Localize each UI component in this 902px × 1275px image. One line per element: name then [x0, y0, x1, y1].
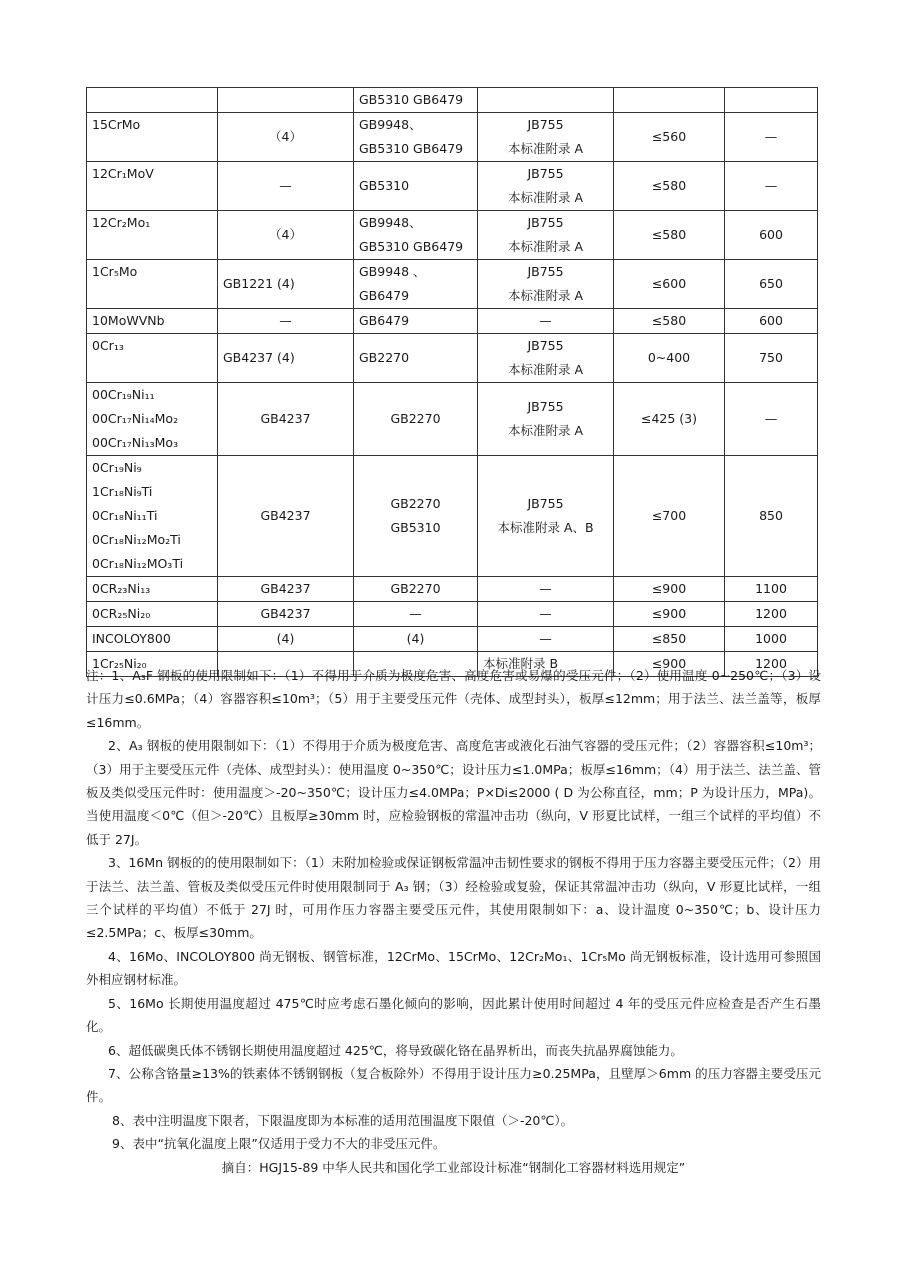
cell-text: （4）: [269, 129, 302, 144]
service-temp-cell: [614, 602, 725, 627]
cell-text: 00Cr₁₇Ni₁₃Mo₃: [92, 435, 179, 450]
cell-text: (4): [406, 631, 425, 646]
cell-text: —: [539, 606, 552, 621]
oxidation-temp-cell: [725, 162, 818, 211]
steel-grade-cell: [87, 456, 218, 577]
oxidation-temp-cell: [725, 260, 818, 309]
cell-text: 本标准附录 A: [507, 239, 584, 254]
cell-text: 0CR₂₅Ni₂₀: [92, 606, 151, 621]
tube-standard-cell: [354, 260, 478, 309]
cell-text: JB755: [527, 117, 564, 132]
cell-text: GB5310 GB6479: [359, 239, 464, 254]
cell-text: GB9948、: [359, 117, 422, 132]
tube-standard-cell: [354, 577, 478, 602]
note-6: 6、超低碳奥氏体不锈钢长期使用温度超过 425℃，将导致碳化铬在晶界析出，而丧失抗晶界腐蚀能力。: [108, 1042, 683, 1058]
note-4: 4、16Mo、INCOLOY800 尚无钢板、钢管标准，12CrMo、15CrMo、12Cr₂Mo₁、1Cr₅Mo 尚无钢板标准，设计选用可参照国外相应钢材标准。: [86, 948, 821, 988]
cell-text: GB4237: [260, 411, 311, 426]
cell-text: —: [764, 411, 778, 426]
tube-standard-cell: [354, 309, 478, 334]
cell-text: 10MoWVNb: [92, 313, 165, 328]
cell-text: ≤900: [651, 581, 687, 596]
cell-text: 0Cr₁₉Ni₉: [92, 460, 142, 475]
tube-standard-cell: [354, 456, 478, 577]
plate-standard-cell: [218, 88, 354, 113]
cell-text: ≤560: [651, 129, 687, 144]
cell-text: ≤700: [651, 508, 687, 523]
cell-text: —: [279, 178, 292, 193]
cell-text: 本标准附录 A: [507, 288, 584, 303]
cell-text: 1200: [755, 606, 787, 621]
cell-text: JB755: [527, 338, 564, 353]
oxidation-temp-cell: [725, 211, 818, 260]
cell-text: 本标准附录 A: [507, 362, 584, 377]
inspection-standard-cell: [478, 602, 614, 627]
steel-grade-cell: [87, 211, 218, 260]
cell-text: JB755: [527, 399, 564, 414]
steel-grade-cell: [87, 162, 218, 211]
cell-text: 0Cr₁₃: [92, 338, 124, 353]
table-row: [87, 627, 818, 652]
note-7: 7、公称含铬量≥13%的铁素体不锈钢钢板（复合板除外）不得用于设计压力≥0.25MPa，且壁厚＞6mm 的压力容器主要受压元件。: [86, 1065, 821, 1105]
table-row: [87, 577, 818, 602]
tube-standard-cell: [354, 602, 478, 627]
table-row: [87, 260, 818, 309]
cell-text: （4）: [269, 227, 302, 242]
oxidation-temp-cell: [725, 309, 818, 334]
cell-text: ≤900: [651, 656, 687, 671]
service-temp-cell: [614, 260, 725, 309]
steel-grade-cell: [87, 627, 218, 652]
note-1: 注：1、A₃F 钢板的使用限制如下：（1）不得用于介质为极度危害、高度危害或易爆的受压元件；（2）使用温度 0~250℃；（3）设计压力≤0.6MPa；（4）容器容积≤10m³；（5）用于主要受压元件（壳体、成型封头），板厚≤12mm；用于法兰、法兰盖等，板厚≤16mm。: [86, 668, 821, 730]
inspection-standard-cell: [478, 334, 614, 383]
cell-text: JB755: [527, 496, 564, 511]
table-row: [87, 211, 818, 260]
cell-text: GB5310: [390, 520, 441, 535]
plate-standard-cell: [218, 162, 354, 211]
table-row: [87, 88, 818, 113]
cell-text: GB5310: [359, 178, 410, 193]
note-2: 2、A₃ 钢板的使用限制如下：（1）不得用于介质为极度危害、高度危害或液化石油气容器的受压元件；（2）容器容积≤10m³；（3）用于主要受压元件（壳体、成型封头）：使用温度 0~350℃；设计压力≤1.0MPa；板厚≤16mm；（4）用于法兰、法兰盖、管板及类似受压元件时：使用温度＞-20~350℃；设计压力≤4.0MPa；P×Di≤2000 ( D 为公称直径，mm；P 为设计压力，MPa)。当使用温度＜0℃（但＞-20℃）且板厚≥30mm 时，应检验钢板的常温冲击功（纵向，V 形夏比试样，一组三个试样的平均值）不低于 27J。: [86, 738, 821, 847]
cell-text: GB9948、: [359, 215, 422, 230]
plate-standard-cell: [218, 113, 354, 162]
service-temp-cell: [614, 334, 725, 383]
oxidation-temp-cell: [725, 383, 818, 456]
table-row: [87, 456, 818, 577]
service-temp-cell: [614, 627, 725, 652]
cell-text: INCOLOY800: [92, 631, 171, 646]
oxidation-temp-cell: [725, 577, 818, 602]
cell-text: —: [764, 178, 778, 193]
cell-text: —: [539, 313, 552, 328]
cell-text: GB2270: [359, 350, 410, 365]
cell-text: 1Cr₁₈Ni₉Ti: [92, 484, 153, 499]
cell-text: 本标准附录 A: [507, 423, 584, 438]
service-temp-cell: [614, 113, 725, 162]
inspection-standard-cell: [478, 383, 614, 456]
inspection-standard-cell: [478, 88, 614, 113]
cell-text: GB4237: [260, 581, 311, 596]
cell-text: 600: [759, 313, 783, 328]
cell-text: JB755: [527, 166, 564, 181]
oxidation-temp-cell: [725, 113, 818, 162]
cell-text: 0Cr₁₈Ni₁₂MO₃Ti: [92, 556, 184, 571]
inspection-standard-cell: [478, 627, 614, 652]
steel-grade-cell: [87, 334, 218, 383]
cell-text: —: [279, 313, 292, 328]
cell-text: GB9948 、: [359, 264, 426, 279]
cell-text: 1200: [755, 656, 787, 671]
tube-standard-cell: [354, 211, 478, 260]
note-9: 9、表中“抗氧化温度上限”仅适用于受力不大的非受压元件。: [112, 1136, 446, 1152]
cell-text: (4): [276, 631, 295, 646]
plate-standard-cell: [218, 577, 354, 602]
tube-standard-cell: [354, 334, 478, 383]
oxidation-temp-cell: [725, 334, 818, 383]
plate-standard-cell: [218, 260, 354, 309]
cell-text: 12Cr₁MoV: [92, 166, 154, 181]
table-row: [87, 334, 818, 383]
steel-grade-cell: [87, 602, 218, 627]
cell-text: ≤900: [651, 606, 687, 621]
cell-text: ≤580: [651, 313, 687, 328]
service-temp-cell: [614, 456, 725, 577]
cell-text: GB2270: [390, 496, 441, 511]
service-temp-cell: [614, 383, 725, 456]
cell-text: 1100: [755, 581, 787, 596]
table-row: [87, 162, 818, 211]
table-row: [87, 309, 818, 334]
service-temp-cell: [614, 162, 725, 211]
material-table: [86, 87, 818, 677]
cell-text: 本标准附录 A: [507, 141, 584, 156]
cell-text: GB4237: [260, 606, 311, 621]
tube-standard-cell: [354, 383, 478, 456]
cell-text: JB755: [527, 264, 564, 279]
cell-text: 15CrMo: [92, 117, 141, 132]
cell-text: 12Cr₂Mo₁: [92, 215, 151, 230]
steel-grade-cell: [87, 88, 218, 113]
inspection-standard-cell: [478, 456, 614, 577]
cell-text: —: [539, 581, 552, 596]
table-row: [87, 113, 818, 162]
cell-text: —: [539, 631, 552, 646]
inspection-standard-cell: [478, 260, 614, 309]
cell-text: 0CR₂₃Ni₁₃: [92, 581, 151, 596]
cell-text: 650: [759, 276, 783, 291]
plate-standard-cell: [218, 309, 354, 334]
cell-text: GB2270: [390, 581, 441, 596]
oxidation-temp-cell: [725, 456, 818, 577]
cell-text: 0Cr₁₈Ni₁₁Ti: [92, 508, 158, 523]
tube-standard-cell: [354, 162, 478, 211]
cell-text: 850: [759, 508, 783, 523]
inspection-standard-cell: [478, 309, 614, 334]
service-temp-cell: [614, 88, 725, 113]
cell-text: 0Cr₁₈Ni₁₂Mo₂Ti: [92, 532, 181, 547]
cell-text: ≤425 (3): [640, 411, 697, 426]
inspection-standard-cell: [478, 577, 614, 602]
cell-text: 本标准附录 B: [483, 656, 559, 671]
table-row: [87, 383, 818, 456]
cell-text: GB6479: [359, 288, 410, 303]
inspection-standard-cell: [478, 211, 614, 260]
inspection-standard-cell: [478, 162, 614, 211]
cell-text: 1Cr₂₅Ni₂₀: [92, 656, 147, 671]
cell-text: GB2270: [390, 411, 441, 426]
cell-text: 1000: [755, 631, 787, 646]
cell-text: ≤850: [651, 631, 687, 646]
steel-grade-cell: [87, 260, 218, 309]
oxidation-temp-cell: [725, 627, 818, 652]
note-3: 3、16Mn 钢板的的使用限制如下：（1）未附加检验或保证钢板常温冲击韧性要求的钢板不得用于压力容器主要受压元件；（2）用于法兰、法兰盖、管板及类似受压元件时使用限制同于 A₃ 钢；（3）经检验或复验，保证其常温冲击功（纵向，V 形夏比试样，一组三个试样的平均值）不低于 27J 时，可用作压力容器主要受压元件，其使用限制如下：a、设计温度 0~350℃；b、设计压力≤2.5MPa；c、板厚≤30mm。: [86, 855, 821, 941]
note-5: 5、16Mo 长期使用温度超过 475℃时应考虑石墨化倾向的影响，因此累计使用时间超过 4 年的受压元件应检查是否产生石墨化。: [86, 995, 821, 1035]
steel-grade-cell: [87, 113, 218, 162]
cell-text: 本标准附录 A: [507, 190, 584, 205]
cell-text: ≤580: [651, 227, 687, 242]
plate-standard-cell: [218, 456, 354, 577]
service-temp-cell: [614, 577, 725, 602]
cell-text: —: [764, 129, 778, 144]
tube-standard-cell: [354, 113, 478, 162]
note-8: 8、表中注明温度下限者，下限温度即为本标准的适用范围温度下限值（＞-20℃）。: [112, 1112, 574, 1128]
cell-text: JB755: [527, 215, 564, 230]
notes-section: [86, 664, 821, 1179]
inspection-standard-cell: [478, 113, 614, 162]
cell-text: 00Cr₁₇Ni₁₄Mo₂: [92, 411, 179, 426]
oxidation-temp-cell: [725, 88, 818, 113]
tube-standard-cell: [354, 627, 478, 652]
cell-text: 00Cr₁₉Ni₁₁: [92, 387, 155, 402]
cell-text: GB4237: [260, 508, 311, 523]
tube-standard-cell: [354, 88, 478, 113]
table-row: [87, 602, 818, 627]
cell-text: GB1221 (4): [223, 276, 295, 291]
plate-standard-cell: [218, 383, 354, 456]
cell-text: 600: [759, 227, 783, 242]
cell-text: GB5310 GB6479: [359, 92, 464, 107]
cell-text: 本标准附录 A、B: [497, 520, 594, 535]
cell-text: 0~400: [647, 350, 691, 365]
plate-standard-cell: [218, 602, 354, 627]
service-temp-cell: [614, 211, 725, 260]
service-temp-cell: [614, 309, 725, 334]
cell-text: GB5310 GB6479: [359, 141, 464, 156]
steel-grade-cell: [87, 309, 218, 334]
cell-text: GB4237 (4): [223, 350, 295, 365]
cell-text: 1Cr₅Mo: [92, 264, 138, 279]
source-citation: 摘自：HGJ15-89 中华人民共和国化学工业部设计标准“钢制化工容器材料选用规定”: [221, 1159, 686, 1175]
cell-text: —: [409, 606, 422, 621]
plate-standard-cell: [218, 211, 354, 260]
oxidation-temp-cell: [725, 602, 818, 627]
steel-grade-cell: [87, 383, 218, 456]
plate-standard-cell: [218, 334, 354, 383]
cell-text: ≤600: [651, 276, 687, 291]
cell-text: ≤580: [651, 178, 687, 193]
plate-standard-cell: [218, 627, 354, 652]
steel-grade-cell: [87, 577, 218, 602]
cell-text: GB6479: [359, 313, 410, 328]
cell-text: 750: [759, 350, 783, 365]
